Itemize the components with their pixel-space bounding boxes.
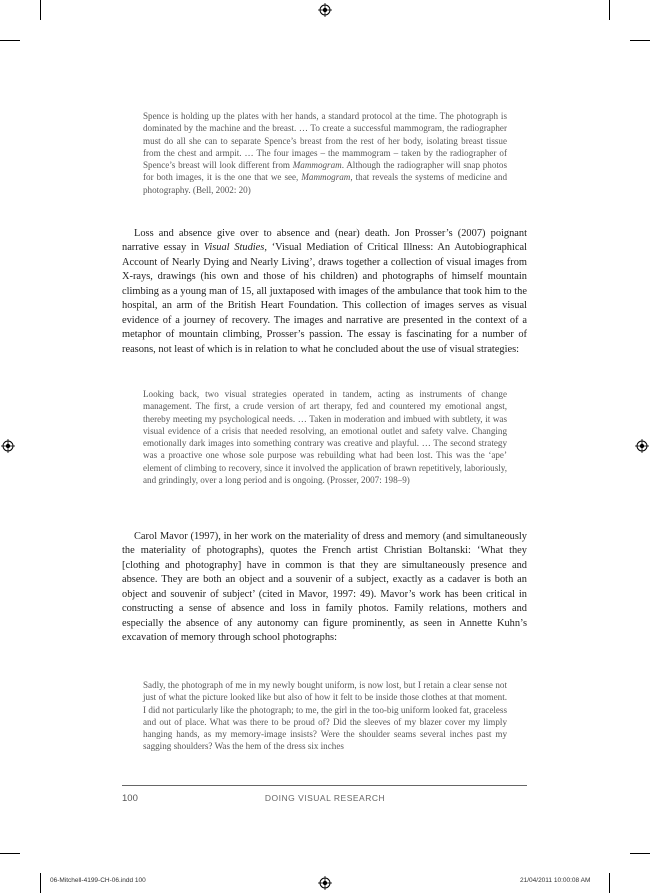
quote-text: Looking back, two visual strategies operated in tandem, acting as instruments of change management. The first, a crude version of art therapy, fed and countered my emotional angst, thereby meeting my psychological needs. … Taken in moderation and imbued with subtlety, it was visual evidence of a crisis that needed resolving, an emotional outlet and safety valve. Changing emotionally dark images into something contrary was creative and playful. … The second strategy was a proactive one whose sole purpose was rebuilding what had been lost. This was the ‘ape’ element of climbing to recovery, since it involved the application of brawn repetitively, laboriously, and grindingly, over a long period and is ongoing. (Prosser, 2007: 198–9) bbox=[143, 389, 507, 486]
crop-mark bbox=[0, 853, 20, 854]
paragraph-prosser: Loss and absence give over to absence and (near) death. Jon Prosser’s (2007) poignant narrative essay in Visual Studies, ‘Visual Mediation of Critical Illness: An Autobiographical Account of Nearly Dying and Nearly Living’, draws together a collection of visual images from X-rays, drawings (his own and those of his children) and photographs of himself mountain climbing as a young man of 15, all juxtaposed with images of the ambulance that took him to the hospital, an arm of the British Heart Foundation. This collection of images serves as visual evidence of a journey of recovery. The images and narrative are presented in the context of a metaphor of mountain climbing, Prosser’s passion. The essay is fascinating for a number of reasons, not least of which is in relation to what he concluded about the use of visual strategies: bbox=[122, 228, 527, 355]
block-quote-prosser bbox=[143, 388, 507, 486]
quote-text: Sadly, the photograph of me in my newly bought uniform, is now lost, but I retain a clear sense not just of what the picture looked like but also of how it felt to be inside those clothes at that moment. I did not particularly like the photograph; to me, the girl in the too-big uniform looked fat, graceless and out of place. What was there to be proud of? Did the sleeves of my blazer cover my limply hanging hands, as my memory-image insists? Were the shoulder seams several inches past my sagging shoulders? Was the hem of the dress six inches bbox=[143, 680, 507, 752]
registration-mark-icon bbox=[318, 876, 332, 890]
crop-mark bbox=[609, 873, 610, 893]
title-mammogram: Mammogram, bbox=[301, 172, 353, 183]
footer-rule bbox=[122, 785, 527, 786]
title-mammogram: Mammogram bbox=[292, 160, 342, 171]
slug-file: 06-Mitchell-4199-CH-06.indd 100 bbox=[50, 877, 146, 884]
crop-mark bbox=[609, 0, 610, 20]
registration-mark-icon bbox=[635, 439, 649, 453]
paragraph-mavor: Carol Mavor (1997), in her work on the materiality of dress and memory (and simultaneously the materiality of photographs), quotes the French artist Christian Boltanski: ‘What they [clothing and photography] have in common is that they are simultaneously presence and absence. They are both an object and a souvenir of a subject, exactly as a cadaver is both an object and souvenir of subject’ (cited in Mavor, 1997: 49). Mavor’s work has been critical in constructing a sense of absence and loss in family photos. Family relations, mothers and especially the absence of any autonomy can figure prominently, as seen in Annette Kuhn’s excavation of memory through school photographs: bbox=[122, 531, 527, 644]
crop-mark bbox=[630, 853, 650, 854]
slug-timestamp: 21/04/2011 10:00:08 AM bbox=[520, 877, 591, 884]
journal-title: Visual Studies bbox=[203, 242, 265, 254]
crop-mark bbox=[630, 40, 650, 41]
crop-mark bbox=[40, 0, 41, 20]
registration-mark-icon bbox=[1, 439, 15, 453]
crop-mark bbox=[40, 873, 41, 893]
crop-mark bbox=[0, 40, 20, 41]
quote-text: Spence is holding up the plates with her hands, a standard protocol at the time. The photograph is dominated by the machine and the breast. … To create a successful mammogram, the radiographer must do all she can to separate Spence’s breast from the rest of her body, isolating breast tissue from the chest and armpit. … The four images – the mammogram – taken by the radiographer of Spence’s breast will look different from Mammogram. Although the radiographer will snap photos for both images, it is the one that we see, Mammogram, that reveals the systems of medicine and photography. (Bell, 2002: 20) bbox=[143, 111, 508, 195]
running-head: DOING VISUAL RESEARCH bbox=[264, 793, 386, 803]
block-quote-kuhn bbox=[143, 679, 507, 753]
block-quote-bell bbox=[143, 110, 507, 196]
page-number: 100 bbox=[122, 793, 138, 804]
registration-mark-icon bbox=[318, 3, 332, 17]
